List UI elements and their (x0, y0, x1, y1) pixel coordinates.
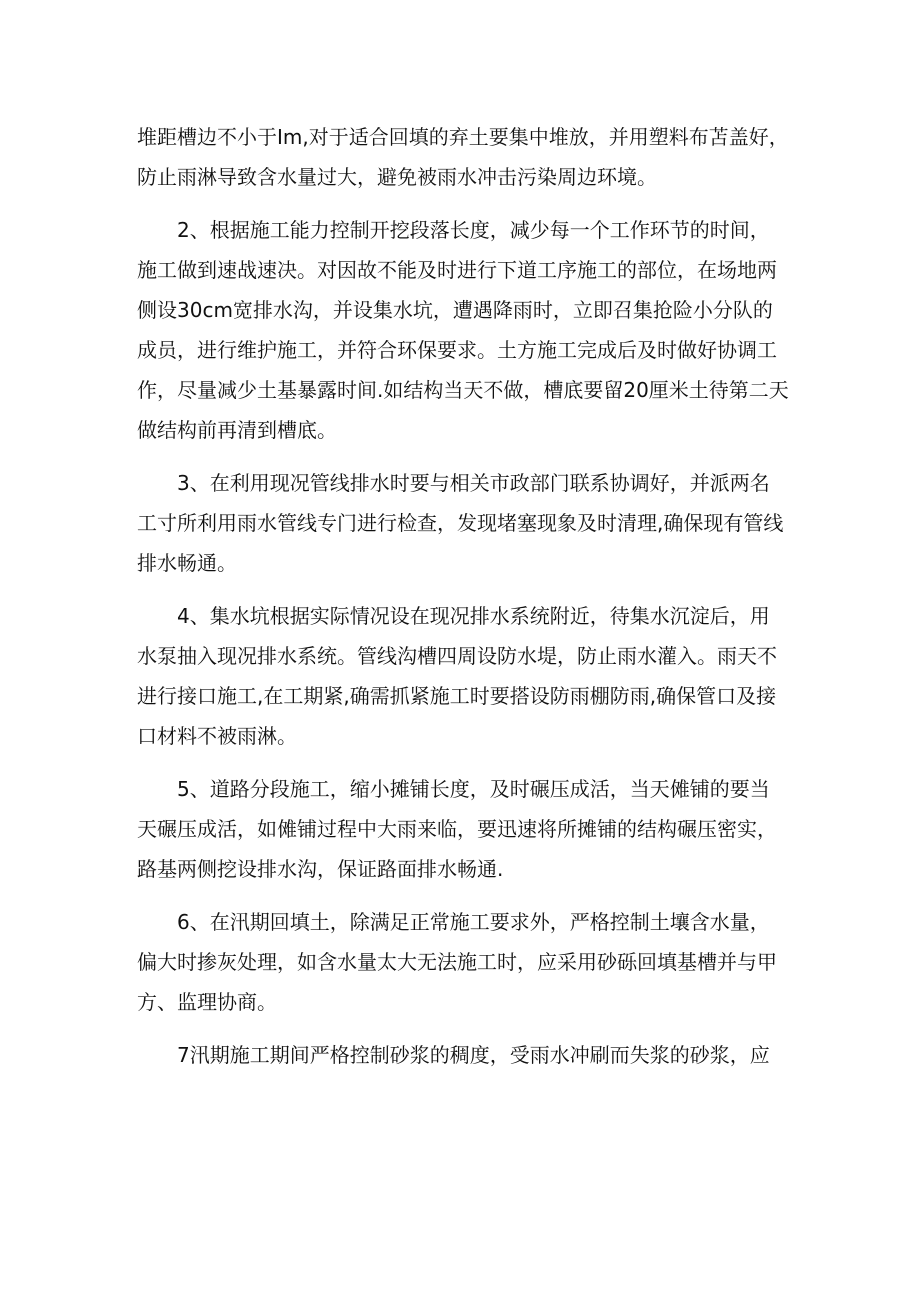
text-line: 6、在汛期回填土，除满足正常施工要求外，严格控制土壤含水量， (177, 910, 770, 934)
text-line: 施工做到速战速决。对因故不能及时进行下道工序施工的部位，在场地两 (137, 258, 777, 282)
text-line: 作，尽量减少土基暴露时间.如结构当天不做，槽底要留20厘米土待第二天 (137, 378, 789, 402)
paragraph-4 (137, 596, 787, 756)
text-line: 偏大时掺灰处理，如含水量太大无法施工时，应采用砂砾回填基槽并与甲 (137, 950, 777, 974)
text-line: 4、集水坑根据实际情况设在现况排水系统附近，待集水沉淀后，用 (177, 604, 770, 628)
text-line: 天碾压成活，如傩铺过程中大雨来临，要迅速将所摊铺的结构碾压密实， (137, 817, 777, 841)
text-line: 方、监理协商。 (137, 990, 277, 1014)
text-line: 水泵抽入现况排水系统。管线沟槽四周设防水堤，防止雨水灌入。雨天不 (137, 644, 777, 668)
paragraph-5 (137, 769, 787, 889)
document-body (137, 117, 787, 1075)
text-line: 5、道路分段施工，缩小摊铺长度，及时碾压成活，当天傩铺的要当 (177, 777, 770, 801)
text-line: 2、根据施工能力控制开挖段落长度，减少每一个工作环节的时间， (177, 218, 770, 242)
paragraph-1 (137, 117, 787, 197)
text-line: 进行接口施工,在工期紧,确需抓紧施工时要搭设防雨棚防雨,确保管口及接 (137, 684, 777, 708)
text-line: 成员，进行维护施工，并符合环保要求。土方施工完成后及时做好协调工 (137, 338, 777, 362)
paragraph-6 (137, 902, 787, 1022)
text-line: 3、在利用现况管线排水时要与相关市政部门联系协调好，并派两名 (177, 471, 770, 495)
text-line: 做结构前再清到槽底。 (137, 418, 337, 442)
paragraph-2 (137, 210, 787, 450)
text-line: 防止雨淋导致含水量过大，避免被雨水冲击污染周边环境。 (137, 165, 657, 189)
text-line: 侧设30cm宽排水沟，并设集水坑，遭遇降雨时，立即召集抢险小分队的 (137, 298, 773, 322)
text-line: 堆距槽边不小于Im,对于适合回填的弃土要集中堆放，并用塑料布苫盖好， (137, 125, 789, 149)
text-line: 路基两侧挖设排水沟，保证路面排水畅通. (137, 857, 504, 881)
text-line: 排水畅通。 (137, 551, 237, 575)
text-line: 口材料不被雨淋。 (137, 724, 297, 748)
text-line: 工寸所利用雨水管线专门进行检查，发现堵塞现象及时清理,确保现有管线 (137, 511, 784, 535)
paragraph-7 (137, 1035, 787, 1075)
paragraph-3 (137, 463, 787, 583)
text-line: 7汛期施工期间严格控制砂浆的稠度，受雨水冲刷而失浆的砂浆，应 (177, 1043, 770, 1067)
